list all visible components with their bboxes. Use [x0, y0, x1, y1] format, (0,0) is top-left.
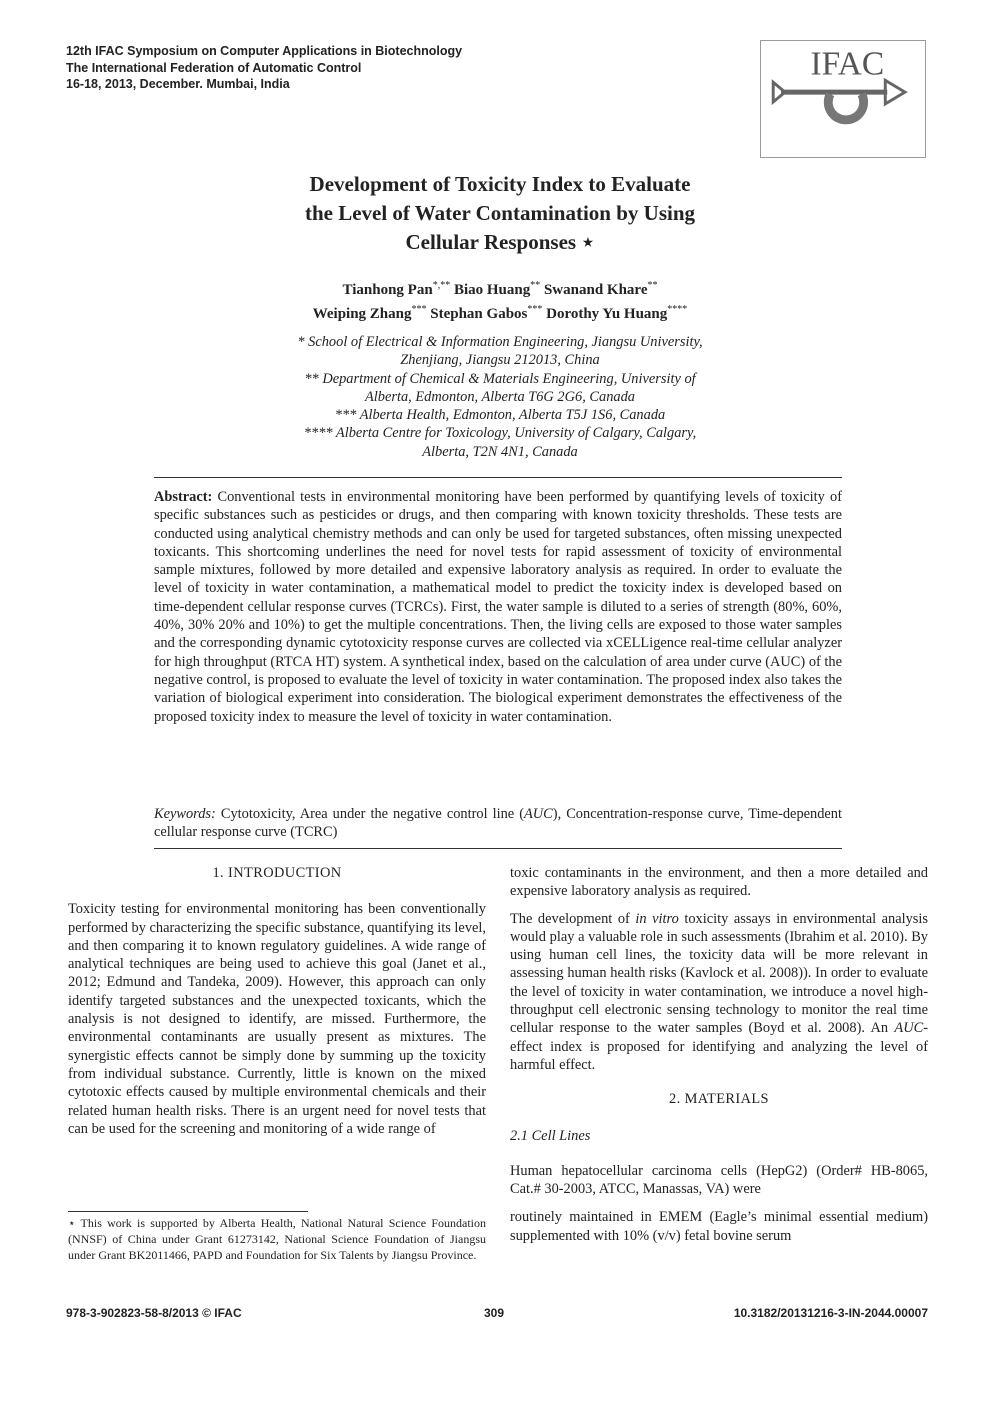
footer-doi: 10.3182/20131216-3-IN-2044.00007 [733, 1306, 928, 1320]
author-name: Tianhong Pan [342, 282, 433, 298]
auc-term: AUC [894, 1020, 924, 1037]
author-name: Stephan Gabos [430, 306, 528, 322]
author-list [150, 276, 850, 324]
paragraph-text: The development of [510, 910, 636, 927]
affiliation-line: Alberta, T2N 4N1, Canada [422, 443, 578, 460]
affiliation-line: * School of Electrical & Information Engineering, Jiangsu University, [297, 334, 703, 350]
ifac-logo [760, 40, 926, 158]
cell-lines-subheading: 2.1 Cell Lines [510, 1127, 591, 1144]
author-name: Biao Huang [453, 282, 531, 298]
federation-name: The International Federation of Automatic Control [66, 60, 362, 75]
conference-name: 12th IFAC Symposium on Computer Applications in Biotechnology [66, 44, 463, 58]
author-name: Weiping Zhang [312, 306, 412, 322]
affiliation-line: ** Department of Chemical & Materials Engineering, University of [304, 370, 696, 387]
affiliation-line: Zhenjiang, Jiangsu 212013, China [400, 352, 600, 369]
abstract [154, 488, 842, 726]
keywords [154, 805, 842, 842]
title-line-3 [150, 228, 850, 257]
author-affiliation-mark: *** [527, 304, 543, 315]
affiliation-line: **** Alberta Centre for Toxicology, University of Calgary, Calgary, [303, 425, 697, 442]
title-star-mark: ⋆ [581, 230, 595, 254]
conference-date-location: 16-18, 2013, December. Mumbai, India [66, 77, 290, 91]
footnote-rule [68, 1211, 308, 1212]
introduction-paragraph-1-continued: toxic contaminants in the environment, and then a more detailed and expensive laboratory analysis as required. [510, 865, 928, 900]
footer-isbn: 978-3-902823-58-8/2013 © IFAC [66, 1306, 242, 1320]
title-line-1: Development of Toxicity Index to Evaluate [309, 172, 691, 196]
author-name: Dorothy Yu Huang [546, 306, 668, 322]
in-vitro-term: in vitro [635, 910, 679, 927]
author-affiliation-mark: *,** [432, 280, 451, 291]
author-line-1 [150, 276, 850, 300]
abstract-bottom-rule [154, 848, 842, 849]
affiliation-line: *** Alberta Health, Edmonton, Alberta T5J 1S6, Canada [334, 407, 666, 424]
author-affiliation-mark: ** [647, 280, 658, 291]
footnote-mark: ⋆ [68, 1216, 76, 1230]
paragraph-text: -effect index is proposed for identifying and analyzing the level of harmful effect. [510, 1020, 928, 1073]
author-affiliation-mark: **** [667, 304, 688, 315]
conference-header [66, 43, 546, 93]
logo-text: IFAC [810, 45, 885, 83]
left-column [68, 864, 486, 1147]
footnote-text: This work is supported by Alberta Health, National Natural Science Foundation (NNSF) of China under Grant 61273142, National Science Foundation of Jiangsu under Grant BK2011466, PAPD and Foundation for Six Talents by Jiangsu Province. [68, 1216, 486, 1262]
introduction-paragraph-2 [510, 910, 928, 1075]
page-number: 309 [484, 1306, 505, 1320]
paper-title [150, 170, 850, 257]
affiliations [200, 333, 800, 461]
materials-heading: 2. MATERIALS [669, 1091, 769, 1108]
affiliation-line: Alberta, Edmonton, Alberta T6G 2G6, Canada [365, 388, 635, 405]
author-affiliation-mark: ** [530, 280, 541, 291]
keywords-auc: AUC [524, 806, 553, 822]
materials-paragraph-1: Human hepatocellular carcinoma cells (HepG2) (Order# HB-8065, Cat.# 30-2003, ATCC, Manassas, VA) were [510, 1162, 928, 1198]
abstract-label: Abstract: [154, 489, 213, 505]
author-line-2 [150, 300, 850, 324]
page-footer [66, 1306, 928, 1322]
footnote [68, 1215, 486, 1263]
keywords-text-1: Cytotoxicity, Area under the negative control line ( [220, 806, 524, 822]
keywords-text-2: ), Concentration-response curve, Time-dependent cellular response curve (TCRC) [154, 806, 842, 841]
right-column [510, 864, 928, 1254]
author-name: Swanand Khare [543, 282, 648, 298]
author-affiliation-mark: *** [411, 304, 427, 315]
title-line-3-text: Cellular Responses [405, 230, 577, 254]
introduction-heading: 1. INTRODUCTION [212, 865, 342, 881]
abstract-text: Conventional tests in environmental monitoring have been performed by quantifying levels of toxicity of specific substances such as pesticides or drugs, and then comparing with known toxicity thresholds. These tests are conducted using analytical chemistry methods and can only be used for targeted substances, often missing unexpected toxicants. This shortcoming underlines the need for novel tests for rapid assessment of toxicity of environmental sample mixtures, followed by more detailed and expensive laboratory analysis as required. In order to evaluate the level of toxicity in water contamination, a mathematical model to predict the toxicity index is developed based on time-dependent cellular response curves (TCRCs). First, the water sample is diluted to a series of strength (80%, 60%, 40%, 30% 20% and 10%) to get the multiple concentrations. Then, the living cells are exposed to those water samples and the corresponding dynamic cytotoxicity response curves are collected via xCELLigence real-time cellular analyzer for high throughput (RTCA HT) system. A synthetical index, based on the calculation of area under curve (AUC) of the negative control, is proposed to evaluate the level of toxicity in water contamination. The proposed index also takes the variation of biological experiment into consideration. The biological experiment demonstrates the effectiveness of the proposed toxicity index to measure the level of toxicity in water contamination. [154, 489, 842, 725]
abstract-top-rule [154, 477, 842, 478]
paragraph-text: toxicity assays in environmental analysis would play a valuable role in such assessments (Ibrahim et al. 2010). By using human cell lines, the toxicity data will be more relevant in assessing human health risks (Kavlock et al. 2008)). In order to evaluate the level of toxicity in water contamination, we introduce a novel high-throughput cell electronic sensing technology to monitor the real time cellular response to the water samples (Boyd et al. 2008). An [510, 910, 928, 1037]
keywords-label: Keywords: [154, 806, 216, 822]
title-line-2: the Level of Water Contamination by Using [304, 201, 696, 225]
introduction-paragraph-1: Toxicity testing for environmental monitoring has been conventionally performed by characterizing the specific substance, quantifying its level, and then comparing it to known regulatory guidelines. A wide range of analytical techniques are being used to achieve this goal (Janet et al., 2012; Edmund and Tandeka, 2009). However, this approach can only identify targeted substances and the unexpected toxicants, which the analysis is not designed to identify, are missed. Furthermore, the environmental contaminants are usually present as mixtures. The synergistic effects cannot be simply done by summing up the toxicity from individual substance. Currently, little is known on the mixed cytotoxic effects caused by multiple environmental chemicals and their related human health risks. There is an urgent need for novel tests that can be used for the screening and monitoring of a wide range of [68, 901, 486, 1137]
materials-paragraph-2: routinely maintained in EMEM (Eagle’s minimal essential medium) supplemented with 10% (v/v) fetal bovine serum [510, 1209, 928, 1244]
